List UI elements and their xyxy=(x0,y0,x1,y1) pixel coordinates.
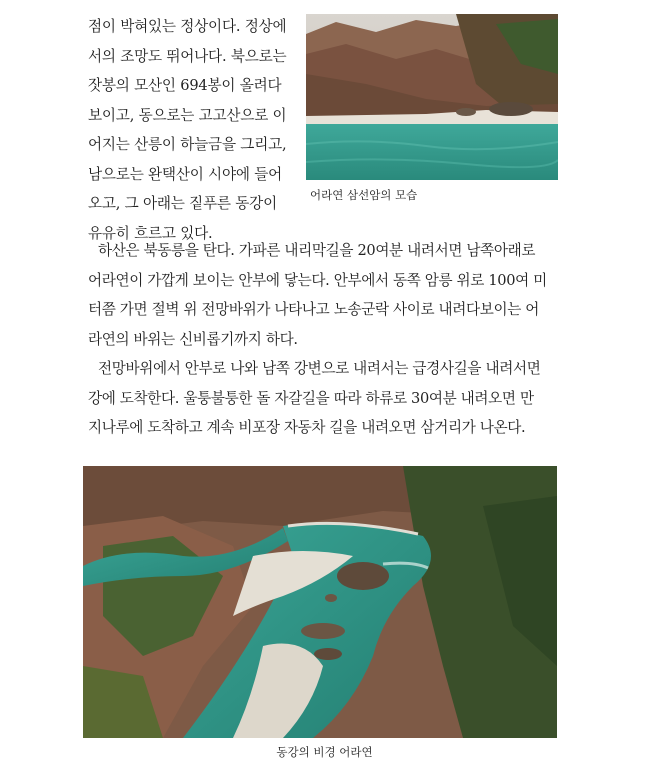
text-line: 터쯤 가면 절벽 위 전망바위가 나타나고 노송군락 사이로 내려다보이는 어 xyxy=(88,301,540,318)
text-line: 어지는 산릉이 하늘금을 그리고, xyxy=(88,136,287,153)
text-line: 강에 도착한다. 울퉁불퉁한 돌 자갈길을 따라 하류로 30여분 내려오면 만 xyxy=(88,389,534,407)
text-line: 지나루에 도착하고 계속 비포장 자동차 길을 내려오면 삼거리가 나온다. xyxy=(88,419,526,436)
text-line: 오고, 그 아래는 짙푸른 동강이 xyxy=(88,195,277,212)
text-line: 전망바위에서 안부로 나와 남쪽 강변으로 내려서는 급경사길을 내려서면 xyxy=(98,360,541,377)
top-photo-caption: 어라연 삼선암의 모습 xyxy=(310,188,418,202)
text-line: 점이 박혀있는 정상이다. 정상에 xyxy=(88,18,287,35)
text-line: 보이고, 동으로는 고고산으로 이 xyxy=(88,106,287,124)
text-line: 잣봉의 모산인 694봉이 올려다 xyxy=(88,77,282,94)
bottom-photo-caption: 동강의 비경 어라연 xyxy=(276,745,373,759)
text-line: 하산은 북동릉을 탄다. 가파른 내리막길을 20여분 내려서면 남쪽아래로 xyxy=(98,242,536,259)
text-line: 남으로는 완택산이 시야에 들어 xyxy=(88,165,282,183)
text-line: 서의 조망도 뛰어나다. 북으로는 xyxy=(88,47,287,65)
intro-paragraph xyxy=(88,12,298,248)
text-line: 어라연이 가깝게 보이는 안부에 닿는다. 안부에서 동쪽 암릉 위로 100여 미 xyxy=(88,271,547,289)
samseonam-photo xyxy=(306,14,558,180)
eoraeyeon-photo xyxy=(83,466,557,738)
body-paragraphs xyxy=(88,236,558,443)
text-line: 라연의 바위는 신비롭기까지 하다. xyxy=(88,330,298,348)
text-line: 유유히 흐르고 있다. xyxy=(88,224,213,242)
